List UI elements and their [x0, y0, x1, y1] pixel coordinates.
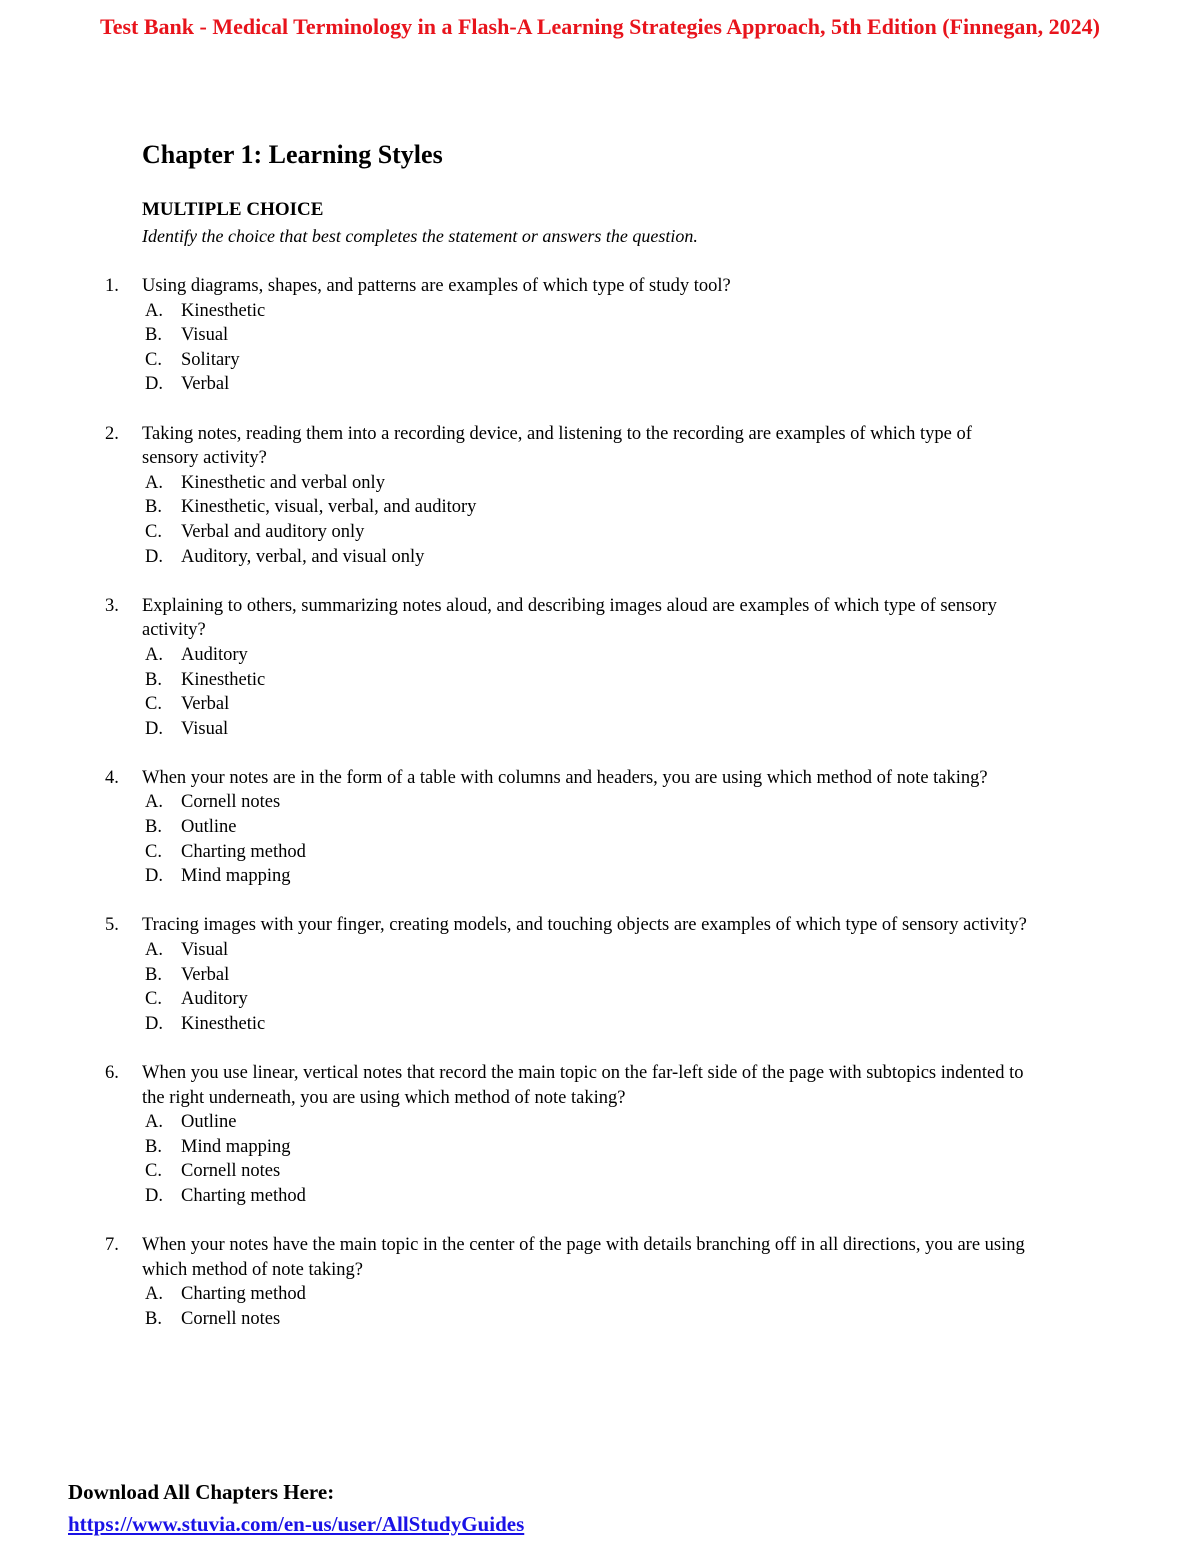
- question-text: When your notes have the main topic in the center of the page with details branching off in all directions, you are using which method of note taking?: [142, 1235, 1025, 1280]
- answer-choice: [145, 717, 1200, 742]
- answer-choice: [145, 1307, 1200, 1332]
- choice-letter: C.: [145, 1161, 162, 1182]
- answer-choice: [145, 1135, 1200, 1160]
- answer-choice: [145, 520, 1200, 545]
- choice-text: Visual: [181, 325, 229, 346]
- answer-choice: [145, 692, 1200, 717]
- choice-text: Kinesthetic: [181, 669, 266, 690]
- choice-letter: D.: [145, 546, 163, 567]
- answer-choice: [145, 938, 1200, 963]
- choice-text: Outline: [181, 817, 237, 838]
- choice-letter: D.: [145, 1013, 163, 1034]
- choice-text: Visual: [181, 718, 229, 739]
- choice-letter: C.: [145, 349, 162, 370]
- choice-letter: A.: [145, 472, 163, 493]
- choice-letter: A.: [145, 300, 163, 321]
- question-text: When you use linear, vertical notes that record the main topic on the far-left side of the page with subtopics indented to the right underneath, you are using which method of note taking?: [142, 1063, 1024, 1108]
- answer-choice: [145, 372, 1200, 397]
- choice-letter: B.: [145, 325, 162, 346]
- choice-text: Verbal: [181, 964, 230, 985]
- answer-choice: [145, 1184, 1200, 1209]
- choice-list: [145, 1110, 1200, 1208]
- choice-text: Auditory, verbal, and visual only: [181, 546, 425, 567]
- question-number: 5.: [105, 915, 119, 936]
- question-item: [0, 274, 1200, 397]
- choice-letter: B.: [145, 817, 162, 838]
- choice-text: Verbal and auditory only: [181, 521, 365, 542]
- choice-letter: C.: [145, 841, 162, 862]
- answer-choice: [145, 963, 1200, 988]
- choice-letter: A.: [145, 644, 163, 665]
- question-item: [0, 766, 1200, 889]
- choice-list: [145, 643, 1200, 741]
- question-number: 2.: [105, 423, 119, 444]
- choice-text: Cornell notes: [181, 1308, 281, 1329]
- choice-text: Mind mapping: [181, 1136, 291, 1157]
- choice-text: Verbal: [181, 374, 230, 395]
- answer-choice: [145, 987, 1200, 1012]
- choice-text: Auditory: [181, 989, 248, 1010]
- choice-list: [145, 299, 1200, 397]
- choice-letter: C.: [145, 694, 162, 715]
- choice-text: Kinesthetic and verbal only: [181, 472, 385, 493]
- question-item: [0, 422, 1200, 570]
- choice-text: Cornell notes: [181, 792, 281, 813]
- choice-text: Visual: [181, 940, 229, 961]
- choice-text: Charting method: [181, 1185, 306, 1206]
- question-text: Explaining to others, summarizing notes aloud, and describing images aloud are examples of which type of sensory activity?: [142, 595, 997, 641]
- chapter-title: Chapter 1: Learning Styles: [142, 140, 443, 169]
- choice-text: Mind mapping: [181, 866, 291, 887]
- choice-text: Kinesthetic, visual, verbal, and auditory: [181, 497, 477, 518]
- choice-text: Auditory: [181, 644, 248, 665]
- choice-letter: A.: [145, 940, 163, 961]
- question-text: Using diagrams, shapes, and patterns are examples of which type of study tool?: [142, 276, 731, 296]
- question-item: [0, 1061, 1200, 1209]
- choice-letter: C.: [145, 989, 162, 1010]
- answer-choice: [145, 668, 1200, 693]
- choice-text: Verbal: [181, 694, 230, 715]
- choice-list: [145, 790, 1200, 888]
- answer-choice: [145, 790, 1200, 815]
- answer-choice: [145, 471, 1200, 496]
- choice-letter: B.: [145, 1136, 162, 1157]
- answer-choice: [145, 1012, 1200, 1037]
- question-item: [0, 594, 1200, 742]
- choice-text: Solitary: [181, 349, 240, 370]
- question-number: 3.: [105, 595, 119, 616]
- question-number: 4.: [105, 767, 119, 788]
- answer-choice: [145, 545, 1200, 570]
- question-item: [0, 1233, 1200, 1331]
- answer-choice: [145, 348, 1200, 373]
- choice-letter: A.: [145, 1284, 163, 1305]
- download-label: Download All Chapters Here:: [68, 1480, 335, 1504]
- page-header-title: Test Bank - Medical Terminology in a Flash-A Learning Strategies Approach, 5th Edition (Finnegan, 2024): [100, 14, 1100, 39]
- answer-choice: [145, 495, 1200, 520]
- choice-letter: D.: [145, 866, 163, 887]
- question-list: [0, 274, 1200, 1356]
- question-item: [0, 913, 1200, 1036]
- answer-choice: [145, 1282, 1200, 1307]
- choice-letter: D.: [145, 718, 163, 739]
- choice-letter: C.: [145, 521, 162, 542]
- question-text: When your notes are in the form of a table with columns and headers, you are using which method of note taking?: [142, 767, 988, 788]
- choice-list: [145, 938, 1200, 1036]
- choice-text: Outline: [181, 1112, 237, 1133]
- question-number: 1.: [105, 276, 119, 296]
- question-text: Taking notes, reading them into a recording device, and listening to the recording are examples of which type of sensory activity?: [142, 423, 972, 469]
- answer-choice: [145, 1159, 1200, 1184]
- choice-text: Charting method: [181, 841, 306, 862]
- answer-choice: [145, 815, 1200, 840]
- download-link[interactable]: https://www.stuvia.com/en-us/user/AllStudyGuides: [68, 1512, 525, 1536]
- answer-choice: [145, 323, 1200, 348]
- question-text: Tracing images with your finger, creating models, and touching objects are examples of which type of sensory activity?: [142, 915, 1027, 936]
- answer-choice: [145, 643, 1200, 668]
- answer-choice: [145, 299, 1200, 324]
- choice-letter: B.: [145, 497, 162, 518]
- answer-choice: [145, 840, 1200, 865]
- question-number: 7.: [105, 1235, 119, 1256]
- choice-text: Kinesthetic: [181, 1013, 266, 1034]
- choice-list: [145, 471, 1200, 569]
- choice-letter: B.: [145, 964, 162, 985]
- choice-letter: A.: [145, 1112, 163, 1133]
- choice-letter: A.: [145, 792, 163, 813]
- section-title: MULTIPLE CHOICE: [142, 199, 324, 220]
- answer-choice: [145, 1110, 1200, 1135]
- instructions-text: Identify the choice that best completes the statement or answers the question.: [142, 226, 698, 246]
- choice-text: Kinesthetic: [181, 300, 266, 321]
- choice-letter: D.: [145, 1185, 163, 1206]
- choice-letter: B.: [145, 1308, 162, 1329]
- answer-choice: [145, 864, 1200, 889]
- choice-letter: B.: [145, 669, 162, 690]
- choice-text: Charting method: [181, 1284, 306, 1305]
- question-number: 6.: [105, 1063, 119, 1083]
- choice-letter: D.: [145, 374, 163, 395]
- choice-text: Cornell notes: [181, 1161, 281, 1182]
- choice-list: [145, 1282, 1200, 1331]
